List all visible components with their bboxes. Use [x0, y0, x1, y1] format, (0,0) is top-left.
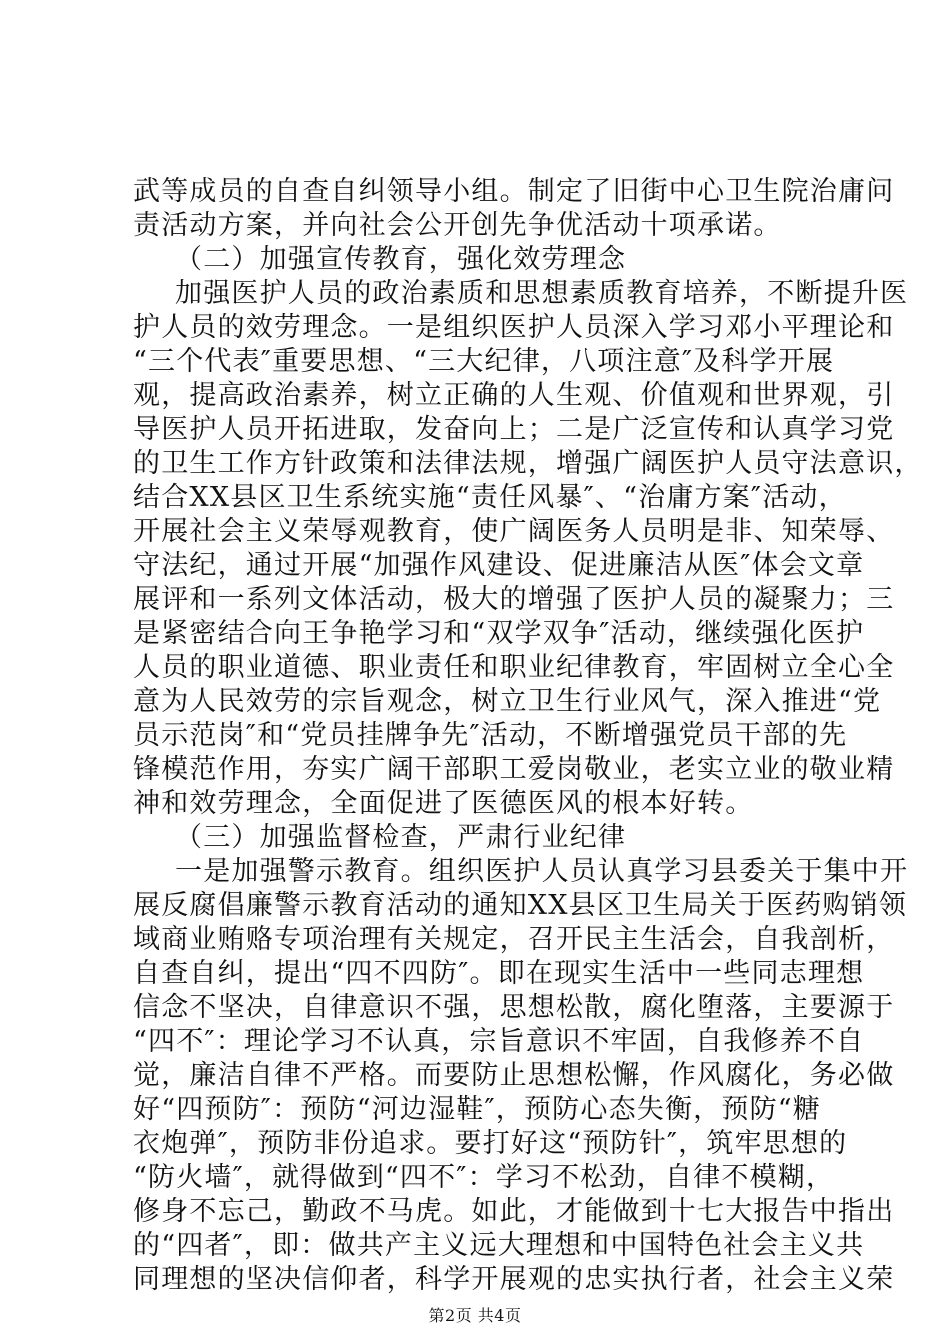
body-line: 护人员的效劳理念。一是组织医护人员深入学习邓小平理论和 [133, 312, 895, 343]
body-line: 信念不坚决，自律意识不强，思想松散，腐化堕落，主要源于 [133, 992, 895, 1023]
body-line: 武等成员的自查自纠领导小组。制定了旧街中心卫生院治庸问 [133, 176, 895, 207]
section-heading: （二）加强宣传教育，强化效劳理念 [175, 244, 627, 275]
body-line: 觉，廉洁自律不严格。而要防止思想松懈，作风腐化，务必做 [133, 1060, 895, 1091]
body-line: 员示范岗″和“党员挂牌争先″活动，不断增强党员干部的先 [133, 720, 848, 751]
body-line: 衣炮弹″，预防非份追求。要打好这“预防针″，筑牢思想的 [133, 1128, 848, 1159]
body-line: 的“四者″，即：做共产主义远大理想和中国特色社会主义共 [133, 1230, 865, 1261]
body-line: 导医护人员开拓进取，发奋向上；二是广泛宣传和认真学习党 [133, 414, 895, 445]
body-line: 开展社会主义荣辱观教育，使广阔医务人员明是非、知荣辱、 [133, 516, 895, 547]
body-line: 同理想的坚决信仰者，科学开展观的忠实执行者，社会主义荣 [133, 1264, 895, 1295]
paragraph-first-line: 一是加强警示教育。组织医护人员认真学习县委关于集中开 [175, 856, 909, 887]
section-heading: （三）加强监督检查，严肃行业纪律 [175, 822, 627, 853]
paragraph-first-line: 加强医护人员的政治素质和思想素质教育培养，不断提升医 [175, 278, 909, 309]
body-line: “四不″：理论学习不认真，宗旨意识不牢固，自我修养不自 [133, 1026, 865, 1057]
body-line: 展评和一系列文体活动，极大的增强了医护人员的凝聚力；三 [133, 584, 895, 615]
body-line: 域商业贿赂专项治理有关规定，召开民主生活会，自我剖析， [133, 924, 895, 955]
body-line: 自查自纠，提出“四不四防″。即在现实生活中一些同志理想 [133, 958, 865, 989]
body-line: 结合XX县区卫生系统实施“责任风暴″、“治庸方案″活动， [133, 482, 847, 513]
body-line: 好“四预防″：预防“河边湿鞋″，预防心态失衡，预防“糖 [133, 1094, 821, 1125]
body-line: 人员的职业道德、职业责任和职业纪律教育，牢固树立全心全 [133, 652, 895, 683]
body-line: 神和效劳理念，全面促进了医德医风的根本好转。 [133, 788, 754, 819]
body-line: 锋模范作用，夯实广阔干部职工爱岗敬业，老实立业的敬业精 [133, 754, 895, 785]
body-line: 观，提高政治素养，树立正确的人生观、价值观和世界观，引 [133, 380, 895, 411]
body-line: 展反腐倡廉警示教育活动的通知XX县区卫生局关于医药购销领 [133, 890, 908, 921]
body-line: 的卫生工作方针政策和法律法规，增强广阔医护人员守法意识， [133, 448, 923, 479]
body-line: 意为人民效劳的宗旨观念，树立卫生行业风气，深入推进“党 [133, 686, 882, 717]
body-line: 责活动方案，并向社会公开创先争优活动十项承诺。 [133, 210, 782, 241]
body-line: “防火墙″，就得做到“四不″：学习不松劲，自律不模糊， [133, 1162, 835, 1193]
body-line: 守法纪，通过开展“加强作风建设、促进廉洁从医″体会文章 [133, 550, 865, 581]
page-footer: 第2页 共4页 [428, 1306, 522, 1325]
body-line: 修身不忘己，勤政不马虎。如此，才能做到十七大报告中指出 [133, 1196, 895, 1227]
body-line: 是紧密结合向王争艳学习和“双学双争″活动，继续强化医护 [133, 618, 865, 649]
body-line: “三个代表″重要思想、“三大纪律，八项注意″及科学开展 [133, 346, 835, 377]
